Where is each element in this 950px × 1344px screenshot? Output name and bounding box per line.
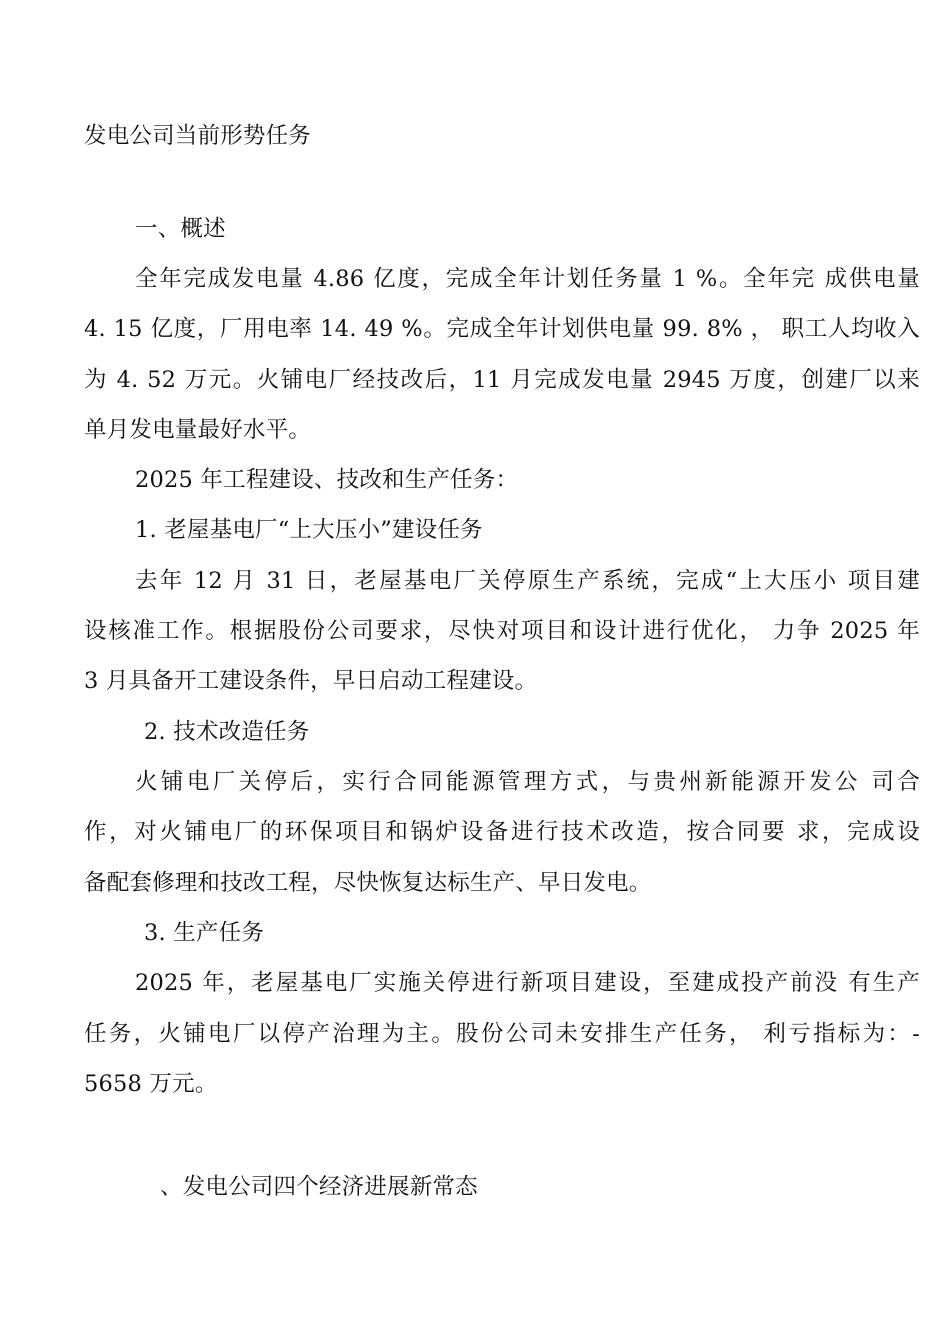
paragraph-line: 去年 12 月 31 日，老屋基电厂关停原生产系统，完成“上大压小 项目建 <box>135 568 920 594</box>
section-heading-economy: 、发电公司四个经济进展新常态 <box>160 1174 478 1200</box>
paragraph-line: 单月发电量最好水平。 <box>84 417 312 443</box>
paragraph-line: 全年完成发电量 4.86 亿度，完成全年计划任务量 1 %。全年完 成供电量 <box>135 266 920 292</box>
paragraph-line: 2025 年，老屋基电厂实施关停进行新项目建设，至建成投产前没 有生产 <box>135 970 920 996</box>
paragraph-line: 为 4. 52 万元。火铺电厂经技改后，11 月完成发电量 2945 万度，创建厂以来 <box>84 367 920 393</box>
item-heading-3: 3. 生产任务 <box>144 920 265 946</box>
paragraph-line: 火铺电厂关停后，实行合同能源管理方式，与贵州新能源开发公 司合 <box>135 769 920 795</box>
paragraph-line: 5658 万元。 <box>84 1071 218 1097</box>
document-title: 发电公司当前形势任务 <box>84 123 312 149</box>
section-heading-overview: 一、概述 <box>135 216 226 242</box>
paragraph-line: 作，对火铺电厂的环保项目和锅炉设备进行技术改造，按合同要 求，完成设 <box>84 819 920 845</box>
item-heading-2: 2. 技术改造任务 <box>144 719 310 745</box>
paragraph-line: 3 月具备开工建设条件，早日启动工程建设。 <box>84 668 538 694</box>
paragraph-line: 备配套修理和技改工程，尽快恢复达标生产、早日发电。 <box>84 870 652 896</box>
paragraph-line: 任务，火铺电厂以停产治理为主。股份公司未安排生产任务， 利亏指标为：- <box>84 1021 920 1047</box>
paragraph-line: 设核准工作。根据股份公司要求，尽快对项目和设计进行优化， 力争 2025 年 <box>84 618 920 644</box>
paragraph-line: 4. 15 亿度，厂用电率 14. 49 %。完成全年计划供电量 99. 8% ， 职工人均收入 <box>84 316 920 342</box>
item-heading-1: 1. 老屋基电厂“上大压小”建设任务 <box>135 517 483 543</box>
subheading-tasks: 2025 年工程建设、技改和生产任务： <box>135 467 519 493</box>
